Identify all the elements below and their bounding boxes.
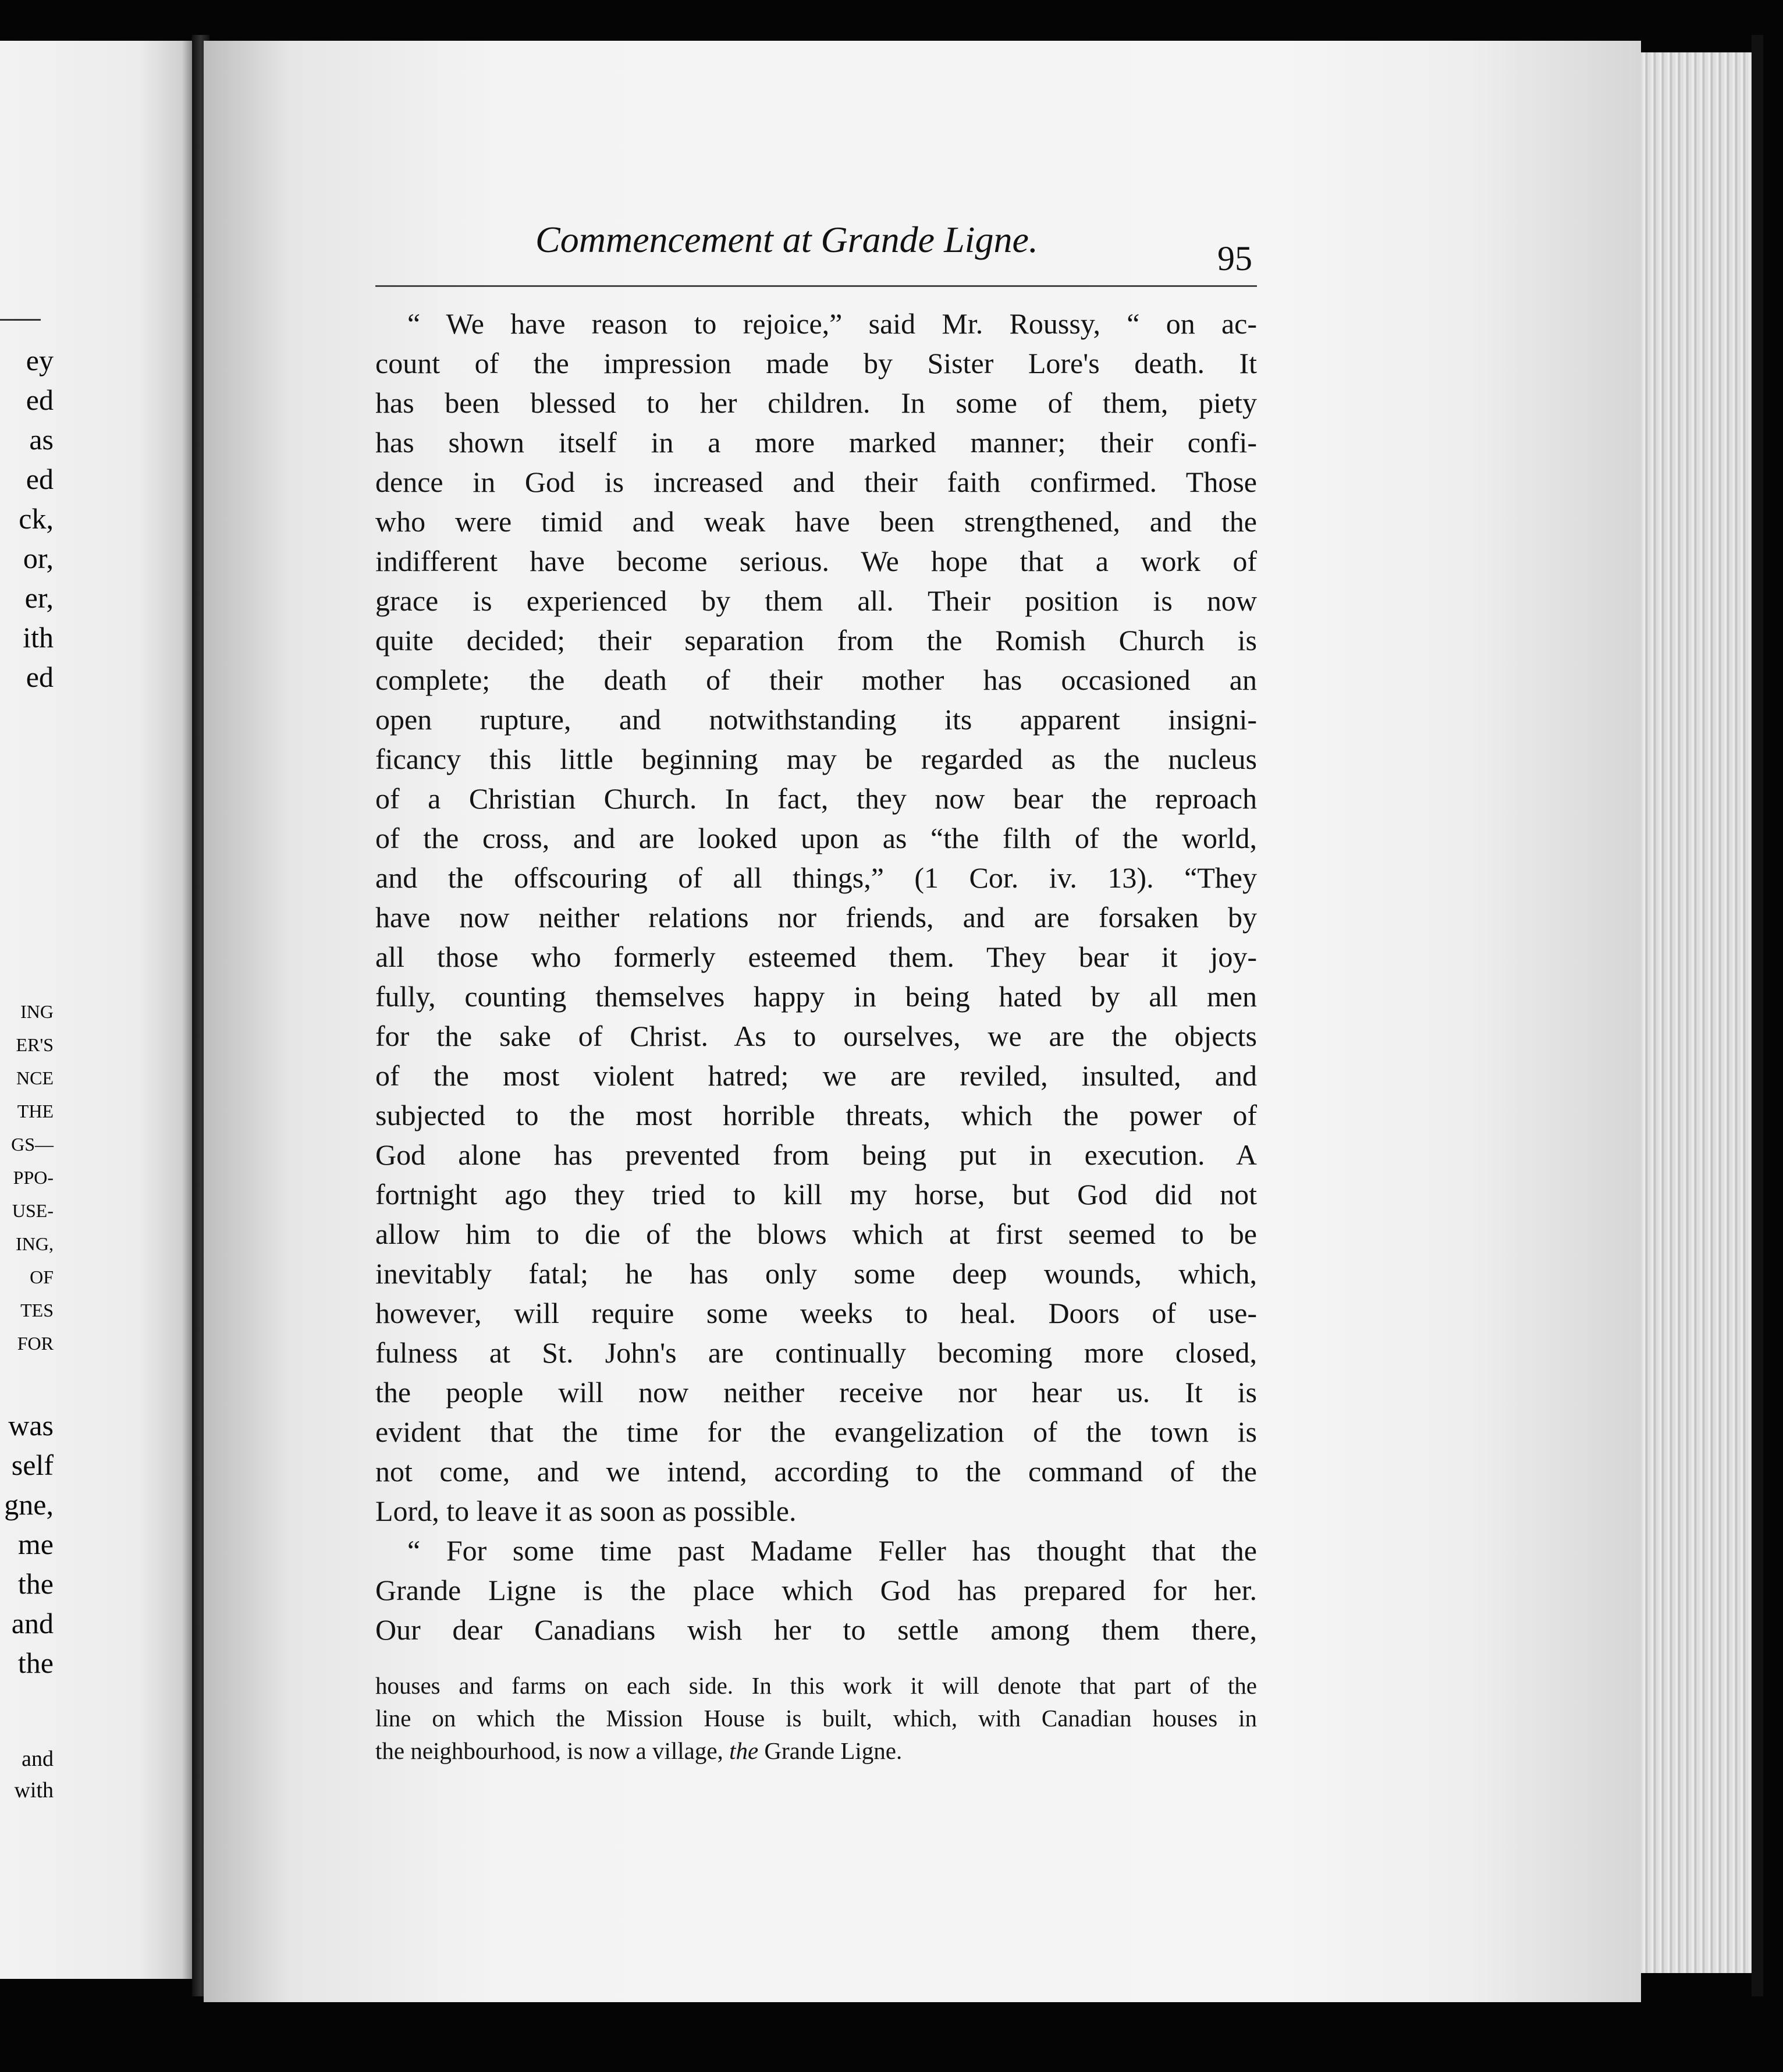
body-line: count of the impression made by Sister Lore's death. It xyxy=(375,347,1257,379)
body-line: who were timid and weak have been strengthened, and the xyxy=(375,505,1257,538)
footnote-line: houses and farms on each side. In this work it will denote that part of the xyxy=(375,1672,1257,1699)
left-page-text-fragment: er, xyxy=(24,581,54,614)
body-line: inevitably fatal; he has only some deep wounds, which, xyxy=(375,1257,1257,1290)
body-line: fulness at St. John's are continually becoming more closed, xyxy=(375,1336,1257,1369)
left-page-summary-fragment: USE- xyxy=(12,1200,54,1221)
left-page-text-fragment: self xyxy=(11,1449,54,1481)
body-line: dence in God is increased and their faith confirmed. Those xyxy=(375,466,1257,498)
body-line: grace is experienced by them all. Their position is now xyxy=(375,584,1257,617)
body-line: Grande Ligne is the place which God has prepared for her. xyxy=(375,1574,1257,1606)
body-line: however, will require some weeks to heal. Doors of use- xyxy=(375,1297,1257,1329)
body-line: have now neither relations nor friends, and are forsaken by xyxy=(375,901,1257,934)
body-line: complete; the death of their mother has occasioned an xyxy=(375,664,1257,696)
left-page-middle-fragments xyxy=(4,1406,54,1683)
left-page-top-fragments xyxy=(19,340,54,697)
footnote-line: line on which the Mission House is built, which, with Canadian houses in xyxy=(375,1705,1257,1732)
left-page-rule xyxy=(0,319,41,321)
left-page-summary-fragment: PPO- xyxy=(13,1167,54,1188)
footnote-line: the neighbourhood, is now a village, the Grande Ligne. xyxy=(375,1737,903,1764)
left-page-text-fragment: ed xyxy=(26,661,54,693)
body-line: and the offscouring of all things,” (1 Cor. iv. 13). “They xyxy=(375,861,1257,894)
body-line: “ We have reason to rejoice,” said Mr. Roussy, “ on ac- xyxy=(407,307,1257,340)
left-page-text-fragment: ed xyxy=(26,463,54,495)
left-page-text-fragment: or, xyxy=(23,542,54,574)
body-line: evident that the time for the evangelization of the town is xyxy=(375,1415,1257,1448)
body-line: all those who formerly esteemed them. They bear it joy- xyxy=(375,941,1257,973)
body-line: has been blessed to her children. In some of them, piety xyxy=(375,386,1257,419)
body-line: allow him to die of the blows which at first seemed to be xyxy=(375,1218,1257,1250)
body-line: of a Christian Church. In fact, they now bear the reproach xyxy=(375,782,1257,815)
body-line: for the sake of Christ. As to ourselves, we are the objects xyxy=(375,1020,1257,1052)
left-page-text-fragment: as xyxy=(29,423,54,456)
running-head: Commencement at Grande Ligne. xyxy=(535,219,1038,260)
left-page-text-fragment: was xyxy=(8,1409,54,1442)
page-edges xyxy=(1641,52,1757,1973)
left-page-summary-fragment: ER'S xyxy=(16,1034,54,1055)
left-page-text-fragment: ith xyxy=(23,621,54,654)
left-page-text-fragment: ed xyxy=(26,384,54,416)
body-line: of the cross, and are looked upon as “the filth of the world, xyxy=(375,822,1257,854)
left-page-footnote-fragment: and xyxy=(22,1747,54,1771)
left-page-summary-fragment: ING xyxy=(20,1001,54,1022)
left-page xyxy=(0,41,198,1979)
left-page-summary-fragment: TES xyxy=(20,1300,54,1321)
left-page-text-fragment: me xyxy=(17,1528,54,1560)
left-page-summary-fragment: ING, xyxy=(16,1233,54,1254)
body-line: not come, and we intend, according to the command of the xyxy=(375,1455,1257,1488)
body-line: the people will now neither receive nor hear us. It is xyxy=(375,1376,1257,1408)
left-page-text-fragment: ck, xyxy=(19,502,54,535)
body-line: fortnight ago they tried to kill my horse, but God did not xyxy=(375,1178,1257,1211)
body-line: Lord, to leave it as soon as possible. xyxy=(375,1495,797,1527)
page-number: 95 xyxy=(1217,239,1252,278)
left-page-text-fragment: the xyxy=(17,1567,54,1600)
body-line: quite decided; their separation from the Romish Church is xyxy=(375,624,1257,657)
body-line: has shown itself in a more marked manner; their confi- xyxy=(375,426,1257,459)
left-page-summary-fragment: GS— xyxy=(11,1134,54,1155)
left-page-text-fragment: ey xyxy=(26,344,54,377)
left-page-summary-fragment: THE xyxy=(17,1101,54,1122)
left-page-summary-fragments xyxy=(11,995,54,1360)
body-line: of the most violent hatred; we are reviled, insulted, and xyxy=(375,1059,1257,1092)
body-line: subjected to the most horrible threats, which the power of xyxy=(375,1099,1257,1131)
left-page-footnote-fragments xyxy=(14,1743,54,1806)
header-rule xyxy=(375,285,1257,287)
left-page-text-fragment: the xyxy=(17,1647,54,1679)
body-line: Our dear Canadians wish her to settle among them there, xyxy=(375,1613,1257,1646)
left-page-summary-fragment: OF xyxy=(30,1266,54,1287)
body-line: open rupture, and notwithstanding its apparent insigni- xyxy=(375,703,1257,736)
left-page-summary-fragment: FOR xyxy=(17,1333,54,1354)
body-line: “ For some time past Madame Feller has thought that the xyxy=(407,1534,1257,1567)
body-text xyxy=(375,304,1257,1649)
footnote xyxy=(375,1669,1257,1767)
body-line: indifferent have become serious. We hope that a work of xyxy=(375,545,1257,577)
left-page-text-fragment: and xyxy=(11,1607,54,1640)
left-page-footnote-fragment: with xyxy=(14,1778,54,1803)
body-line: God alone has prevented from being put in execution. A xyxy=(375,1138,1257,1171)
left-page-text-fragment: gne, xyxy=(4,1488,54,1521)
body-line: fully, counting themselves happy in being hated by all men xyxy=(375,980,1257,1013)
cover-edge xyxy=(1752,35,1763,1996)
body-line: ficancy this little beginning may be regarded as the nucleus xyxy=(375,743,1257,775)
left-page-summary-fragment: NCE xyxy=(16,1067,54,1088)
